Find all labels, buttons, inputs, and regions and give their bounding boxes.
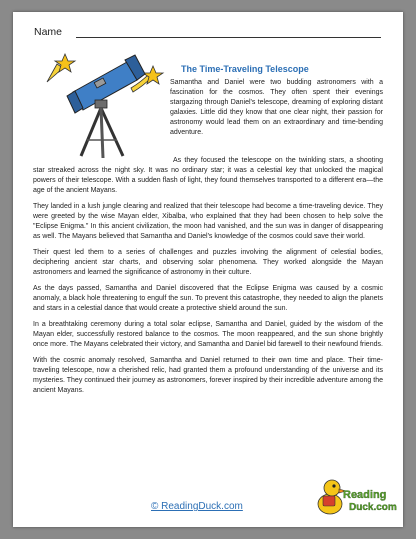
telescope-icon <box>67 55 145 158</box>
readingduck-link[interactable]: © ReadingDuck.com <box>151 501 243 512</box>
readingduck-logo <box>315 474 397 520</box>
telescope-illustration <box>43 52 165 160</box>
shooting-star-icon <box>47 54 75 82</box>
story-paragraph: As they focused the telescope on the twinkling stars, a shooting star streaked across the night sky. It was no ordinary star; it was a celestial key that unlocked the magical powers of their telescope. With a sudden flash of light, they found themselves transported to a different era—the age of the ancient Mayans. <box>33 157 383 194</box>
story-body <box>33 156 383 402</box>
worksheet-page <box>13 12 403 527</box>
story-paragraph: As the days passed, Samantha and Daniel discovered that the Eclipse Enigma was caused by a cosmic anomaly, a black hole threatening to engulf the sun. To prevent this catastrophe, they needed to align the planets and stars in a celestial dance that would create a protective shield around the sun. <box>33 285 383 312</box>
story-paragraph: Samantha and Daniel were two budding astronomers with a fascination for the cosmos. They often spent their evenings stargazing through Daniel's telescope, dreaming of exploring distant galaxies. Little did they know that one clear night, their passion for astronomy would lead them on an extraordinary and time-bending adventure. <box>170 79 383 136</box>
story-paragraph: They landed in a lush jungle clearing and realized that their telescope had become a time-traveling device. They were greeted by the wise Mayan elder, Xibalba, who explained that they had been chosen to help solve the "Eclipse Enigma." In this ancient civilization, the moon had vanished, and the sun was in danger of disappearing as well. The Mayans believed that Samantha and Daniel's knowledge of the cosmos could save their world. <box>33 203 383 240</box>
story-paragraph: Their quest led them to a series of challenges and puzzles involving the alignment of celestial bodies, deciphering ancient star charts, and observing solar phenomena. They worked alongside the Mayan astronomers and learned the significance of astronomy in their culture. <box>33 249 383 276</box>
name-field-line[interactable] <box>76 37 381 38</box>
svg-text:Duck.com: Duck.com <box>349 502 397 513</box>
duck-icon <box>318 480 346 514</box>
story-paragraph: In a breathtaking ceremony during a total solar eclipse, Samantha and Daniel, guided by the wisdom of the Mayan elder, successfully restored balance to the cosmos. The moon reappeared, and the sun shone brightly once more. The Mayans celebrated their victory, and Samantha and Daniel bid farewell to their newfound friends. <box>33 321 383 348</box>
story-paragraph: With the cosmic anomaly resolved, Samantha and Daniel returned to their own time and place. Their time-traveling telescope, now a cherished relic, had granted them a profound understanding of the universe and its mysteries. They continued their journey as astronomers, forever inspired by their incredible adventure among the ancient Mayans. <box>33 357 383 394</box>
story-title: The Time-Traveling Telescope <box>181 64 309 74</box>
svg-text:Reading: Reading <box>343 489 387 501</box>
name-label: Name <box>34 26 63 38</box>
